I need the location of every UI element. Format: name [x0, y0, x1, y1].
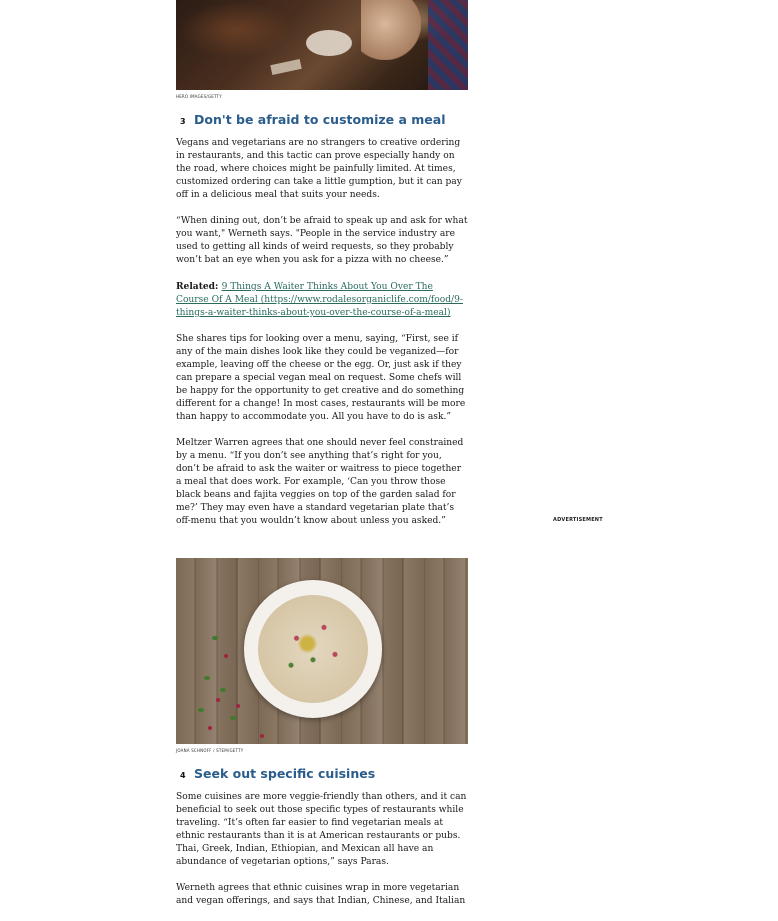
photo-credit: JOANA SCHNOFF / STEM/GETTY: [176, 748, 244, 753]
berry-shape: [236, 704, 240, 708]
hummus-photo: [176, 558, 468, 744]
hummus-shape: [258, 595, 368, 703]
photo-credit: HERO IMAGES/GETTY: [176, 94, 222, 99]
paragraph: “When dining out, don’t be afraid to speak up and ask for what you want," Werneth says. "People in the service industry are used to getting all kinds of weird requests, so they probably won’t bat an eye when you ask for a pizza with no cheese.”: [176, 216, 468, 265]
hand-shape: [361, 0, 421, 60]
berry-shape: [208, 726, 212, 730]
advertisement-label: ADVERTISEMENT: [553, 517, 603, 523]
paragraph: Werneth agrees that ethnic cuisines wrap in more vegetarian and vegan offerings, and says that Indian, Chinese, and Italian: [176, 883, 466, 906]
paragraph: Vegans and vegetarians are no strangers to creative ordering in restaurants, and this tactic can prove especially handy on the road, where choices might be painfully limited. At times, customized ordering can take a little gumption, but it can pay off in a delicious meal that suits your needs.: [176, 138, 462, 200]
paragraph: Meltzer Warren agrees that one should never feel constrained by a menu. “If you don’t see anything that’s right for you, don’t be afraid to ask the waiter or waitress to piece together a meal that does work. For example, ‘Can you throw those black beans and fajita veggies on top of the garden salad for me?’ They may even have a standard vegetarian plate that’s off-menu that you wouldn’t know about unless you asked.”: [176, 438, 464, 526]
related-article-link[interactable]: 9 Things A Waiter Thinks About You Over The Course Of A Meal: [176, 282, 433, 305]
section-heading-4: [180, 766, 468, 781]
related-label: Related:: [176, 281, 222, 292]
berry-shape: [216, 698, 220, 702]
plate-shape: [306, 30, 352, 56]
section-number: 3: [180, 117, 186, 126]
section-title: Don't be afraid to customize a meal: [194, 112, 446, 127]
section-heading-3: [180, 112, 468, 127]
related-paragraph: [176, 280, 468, 320]
section-title: Seek out specific cuisines: [194, 766, 376, 781]
herb-shape: [220, 688, 226, 692]
plaid-shirt-shape: [428, 0, 468, 90]
herb-shape: [230, 716, 236, 720]
berry-shape: [260, 734, 264, 738]
section-number: 4: [180, 771, 186, 780]
paragraph: She shares tips for looking over a menu, saying, “First, see if any of the main dishes look like they could be veganized—for example, leaving off the cheese or the egg. Or, just ask if they can prepare a special vegan meal on request. Some chefs will be happy for the opportunity to get creative and do something different for a change! In most cases, restaurants will be more than happy to accommodate you. All you have to do is ask.”: [176, 334, 466, 422]
berry-shape: [224, 654, 228, 658]
herb-shape: [204, 676, 210, 680]
related-article-url[interactable]: (https://www.rodalesorganiclife.com/food/9-things-a-waiter-thinks-about-you-over-the-course-of-a-meal): [176, 295, 463, 318]
restaurant-photo: [176, 0, 468, 90]
paragraph: Some cuisines are more veggie-friendly than others, and it can beneficial to seek out those specific types of restaurants while traveling. “It’s often far easier to find vegetarian meals at ethnic restaurants than it is at American restaurants or pubs. Thai, Greek, Indian, Ethiopian, and Mexican all have an abundance of vegetarian options,” says Paras.: [176, 792, 467, 867]
article-body: [176, 0, 468, 921]
herb-shape: [198, 708, 204, 712]
phone-shape: [270, 59, 301, 75]
herb-shape: [212, 636, 218, 640]
